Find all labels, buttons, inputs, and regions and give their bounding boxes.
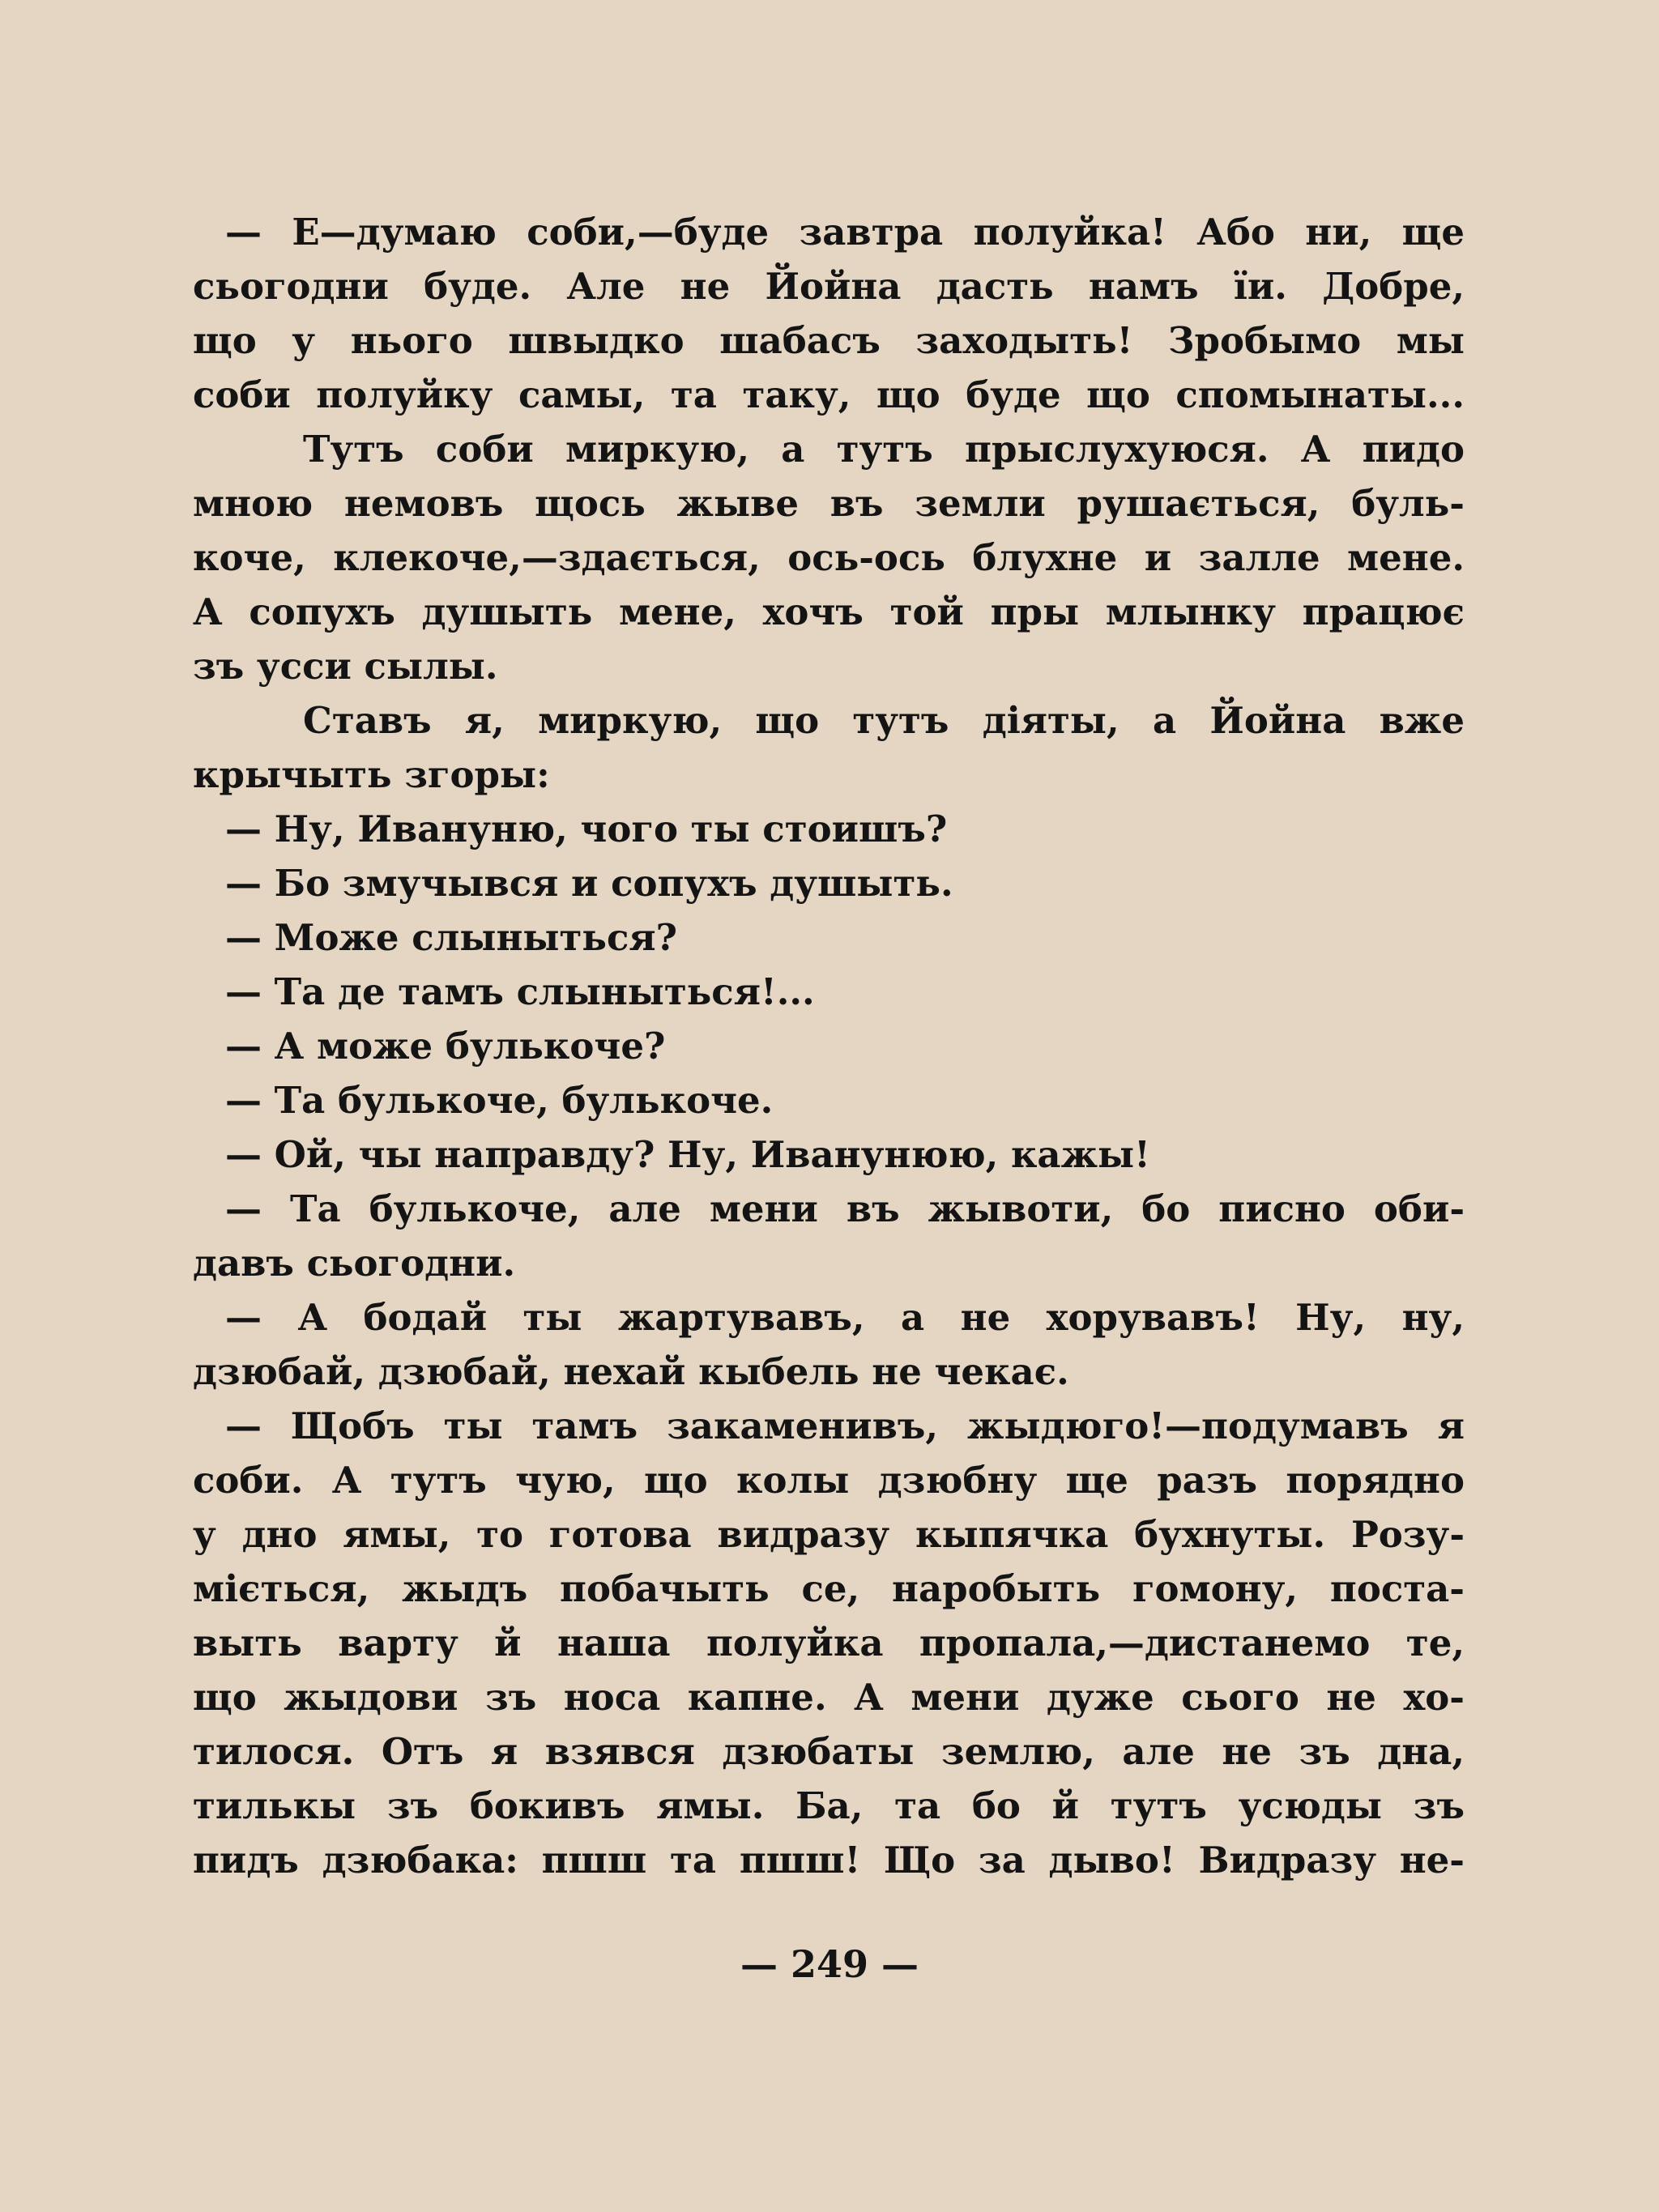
text-line: — Та де тамъ слыныться!... <box>225 970 815 1013</box>
text-line: мною немовъ щось жыве въ земли рушається, буль- <box>193 482 1465 525</box>
text-line: — Та булькоче, булькоче. <box>225 1079 774 1122</box>
text-line: сьогодни буде. Але не Йойна дасть намъ їи. Добре, <box>193 265 1465 308</box>
text-line: — Може слыныться? <box>225 916 677 959</box>
text-line: — Щобъ ты тамъ закаменивъ, жыдюго!—подумавъ я <box>225 1404 1465 1447</box>
text-line: коче, клекоче,—здається, ось-ось блухне и залле мене. <box>193 536 1465 579</box>
page-text <box>193 205 1465 1887</box>
text-line: — А бодай ты жартувавъ, а не хорувавъ! Ну, ну, <box>225 1296 1465 1339</box>
text-line: зъ усси сылы. <box>193 645 498 688</box>
text-line: тилькы зъ бокивъ ямы. Ба, та бо й тутъ усюды зъ <box>193 1784 1465 1827</box>
text-line: — А може булькоче? <box>225 1025 666 1068</box>
text-line: — Ну, Ивануню, чого ты стоишъ? <box>225 808 948 850</box>
text-line: соби. А тутъ чую, що колы дзюбну ще разъ порядно <box>193 1459 1465 1502</box>
text-line: — Та булькоче, але мени въ жывоти, бо писно оби- <box>225 1187 1465 1230</box>
page-number: — 249 — <box>740 1942 919 1986</box>
text-line: у дно ямы, то готова видразу кыпячка бухнуты. Розу- <box>193 1513 1465 1556</box>
text-line: дзюбай, дзюбай, нехай кыбель не чекає. <box>193 1350 1069 1393</box>
text-line: выть варту й наша полуйка пропала,—дистанемо те, <box>193 1622 1465 1664</box>
text-line: крычыть згоры: <box>193 753 550 796</box>
text-line: міється, жыдъ побачыть се, наробыть гомону, поста- <box>193 1567 1465 1610</box>
text-line: тилося. Отъ я взявся дзюбаты землю, але не зъ дна, <box>193 1730 1465 1773</box>
text-line: пидъ дзюбака: пшш та пшш! Що за дыво! Видразу не- <box>193 1839 1465 1882</box>
text-line: Ставъ я, миркую, що тутъ діяты, а Йойна вже <box>303 699 1465 742</box>
text-line: А сопухъ душыть мене, хочъ той пры млынку працює <box>193 590 1465 633</box>
text-line: — Бо змучывся и сопухъ душыть. <box>225 862 953 905</box>
text-line: що у нього швыдко шабасъ заходыть! Зробымо мы <box>193 319 1465 362</box>
text-line: давъ сьогодни. <box>193 1242 516 1285</box>
text-line: що жыдови зъ носа капне. А мени дуже сього не хо- <box>193 1676 1465 1719</box>
text-line: соби полуйку самы, та таку, що буде що спомынаты... <box>193 373 1465 416</box>
text-line: — Ой, чы направду? Ну, Иванунюю, кажы! <box>225 1133 1150 1176</box>
text-line: — Е—думаю соби,—буде завтра полуйка! Або ни, ще <box>225 211 1465 254</box>
text-line: Тутъ соби миркую, а тутъ прыслухуюся. А пидо <box>303 428 1465 471</box>
